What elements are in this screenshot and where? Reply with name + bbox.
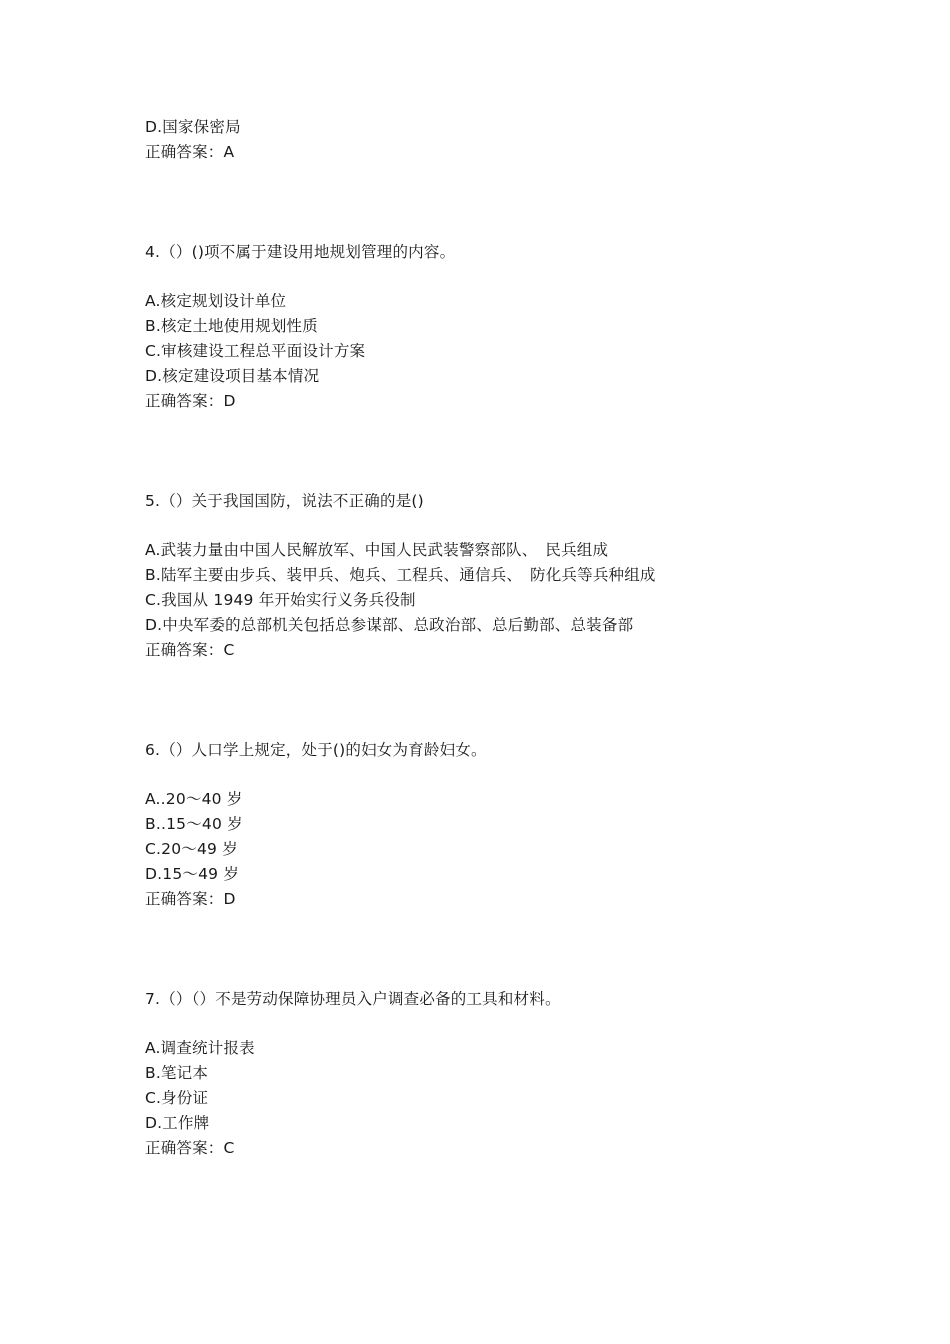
option-a: A.核定规划设计单位 [145,292,287,310]
question-stem: 4.（）()项不属于建设用地规划管理的内容。 [145,243,456,261]
answer-line: 正确答案：C [145,641,235,659]
option-d: D.工作牌 [145,1114,210,1132]
option-c: C.审核建设工程总平面设计方案 [145,342,366,360]
answer-line: 正确答案：A [145,143,235,161]
option-c: C.身份证 [145,1089,209,1107]
option-a: A.调查统计报表 [145,1039,255,1057]
question-stem: 7.（）（）不是劳动保障协理员入户调查必备的工具和材料。 [145,990,561,1008]
question-stem: 6.（）人口学上规定，处于()的妇女为育龄妇女。 [145,741,487,759]
answer-line: 正确答案：D [145,392,236,410]
option-b: B.笔记本 [145,1064,209,1082]
option-b: B..15～40 岁 [145,815,243,833]
option-d: D.国家保密局 [145,118,241,136]
option-d: D.中央军委的总部机关包括总参谋部、总政治部、总后勤部、总装备部 [145,616,634,634]
option-c: C.我国从 1949 年开始实行义务兵役制 [145,591,416,609]
option-a: A.武装力量由中国人民解放军、中国人民武装警察部队、 民兵组成 [145,541,609,559]
answer-line: 正确答案：C [145,1139,235,1157]
option-b: B.核定土地使用规划性质 [145,317,318,335]
option-a: A..20～40 岁 [145,790,243,808]
answer-line: 正确答案：D [145,890,236,908]
option-d: D.15～49 岁 [145,865,240,883]
option-c: C.20～49 岁 [145,840,238,858]
option-d: D.核定建设项目基本情况 [145,367,320,385]
question-stem: 5.（）关于我国国防，说法不正确的是() [145,492,424,510]
option-b: B.陆军主要由步兵、装甲兵、炮兵、工程兵、通信兵、 防化兵等兵种组成 [145,566,656,584]
